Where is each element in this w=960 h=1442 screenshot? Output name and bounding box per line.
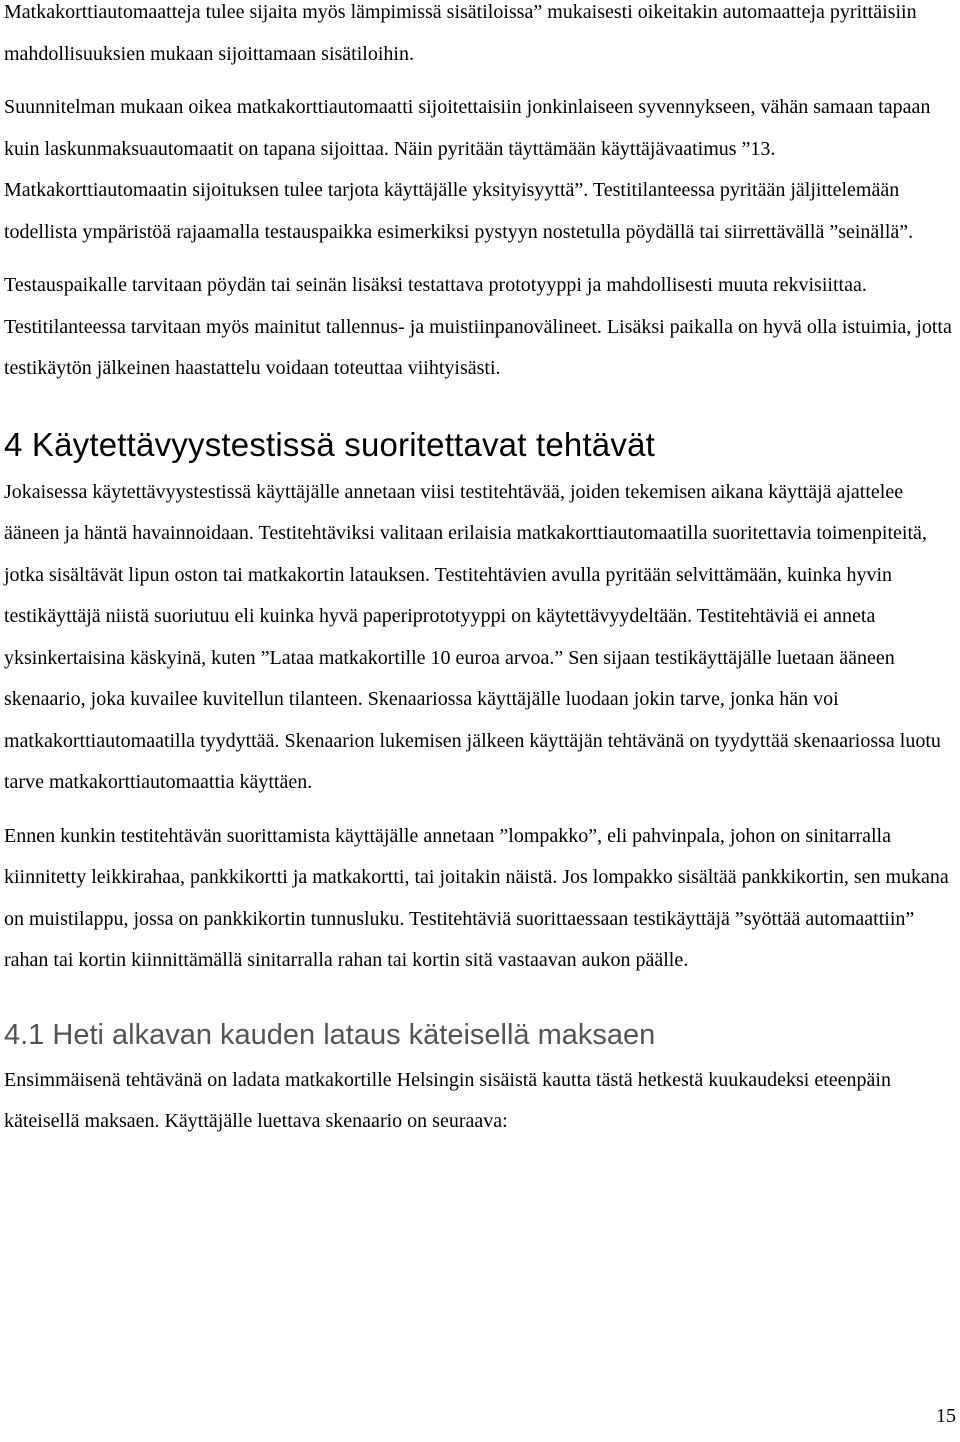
subsection-heading: 4.1 Heti alkavan kauden lataus käteisellä maksaen <box>4 1018 656 1051</box>
page-number: 15 <box>936 1405 956 1427</box>
paragraph: Jokaisessa käytettävyystestissä käyttäjälle annetaan viisi testitehtävää, joiden tekemisen aikana käyttäjä ajattelee ääneen ja häntä havainnoidaan. Testitehtäviksi valitaan erilaisia matkakorttiautomaatilla suoritettavia toimenpiteitä, jotka sisältävät lipun oston tai matkakortin latauksen. Testitehtävien avulla pyritään selvittämään, kuinka hyvin testikäyttäjä niistä suoriutuu eli kuinka hyvä paperiprototyyppi on käytettävyydeltään. Testitehtäviä ei anneta yksinkertaisina käskyinä, kuten ”Lataa matkakortille 10 euroa arvoa.” Sen sijaan testikäyttäjälle luetaan ääneen skenaario, joka kuvailee kuvitellun tilanteen. Skenaariossa käyttäjälle luodaan jokin tarve, jonka hän voi matkakorttiautomaatilla tyydyttää. Skenaarion lukemisen jälkeen käyttäjän tehtävänä on tyydyttää skenaariossa luotu tarve matkakorttiautomaattia käyttäen. <box>4 480 941 793</box>
section-heading: 4 Käytettävyystestissä suoritettavat tehtävät <box>4 425 655 463</box>
paragraph: Ennen kunkin testitehtävän suorittamista käyttäjälle annetaan ”lompakko”, eli pahvinpala, johon on sinitarralla kiinnitetty leikkirahaa, pankkikortti ja matkakortti, tai joitakin näistä. Jos lompakko sisältää pankkikortin, sen mukana on muistilappu, jossa on pankkikortin tunnusluku. Testitehtäviä suorittaessaan testikäyttäjä ”syöttää automaattiin” rahan tai kortin kiinnittämällä sinitarralla rahan tai kortin sitä vastaavan aukon päälle. <box>4 824 949 971</box>
paragraph: Matkakorttiautomaatteja tulee sijaita myös lämpimissä sisätiloissa” mukaisesti oikeitakin automaatteja pyrittäisiin mahdollisuuksien mukaan sijoittamaan sisätiloihin. <box>4 1 917 65</box>
paragraph: Testauspaikalle tarvitaan pöydän tai seinän lisäksi testattava prototyyppi ja mahdollisesti muuta rekvisiittaa. Testitilanteessa tarvitaan myös mainitut tallennus- ja muistiinpanovälineet. Lisäksi paikalla on hyvä olla istuimia, jotta testikäytön jälkeinen haastattelu voidaan toteuttaa viihtyisästi. <box>4 274 952 379</box>
document-page <box>4 0 956 1143</box>
paragraph: Suunnitelman mukaan oikea matkakorttiautomaatti sijoitettaisiin jonkinlaiseen syvennykseen, vähän samaan tapaan kuin laskunmaksuautomaatit on tapana sijoittaa. Näin pyritään täyttämään käyttäjävaatimus ”13. Matkakorttiautomaatin sijoituksen tulee tarjota käyttäjälle yksityisyyttä”. Testitilanteessa pyritään jäljittelemään todellista ympäristöä rajaamalla testauspaikka esimerkiksi pystyyn nostetulla pöydällä tai siirrettävällä ”seinällä”. <box>4 96 931 243</box>
paragraph: Ensimmäisenä tehtävänä on ladata matkakortille Helsingin sisäistä kautta tästä hetkestä kuukaudeksi eteenpäin käteisellä maksaen. Käyttäjälle luettava skenaario on seuraava: <box>4 1068 891 1132</box>
